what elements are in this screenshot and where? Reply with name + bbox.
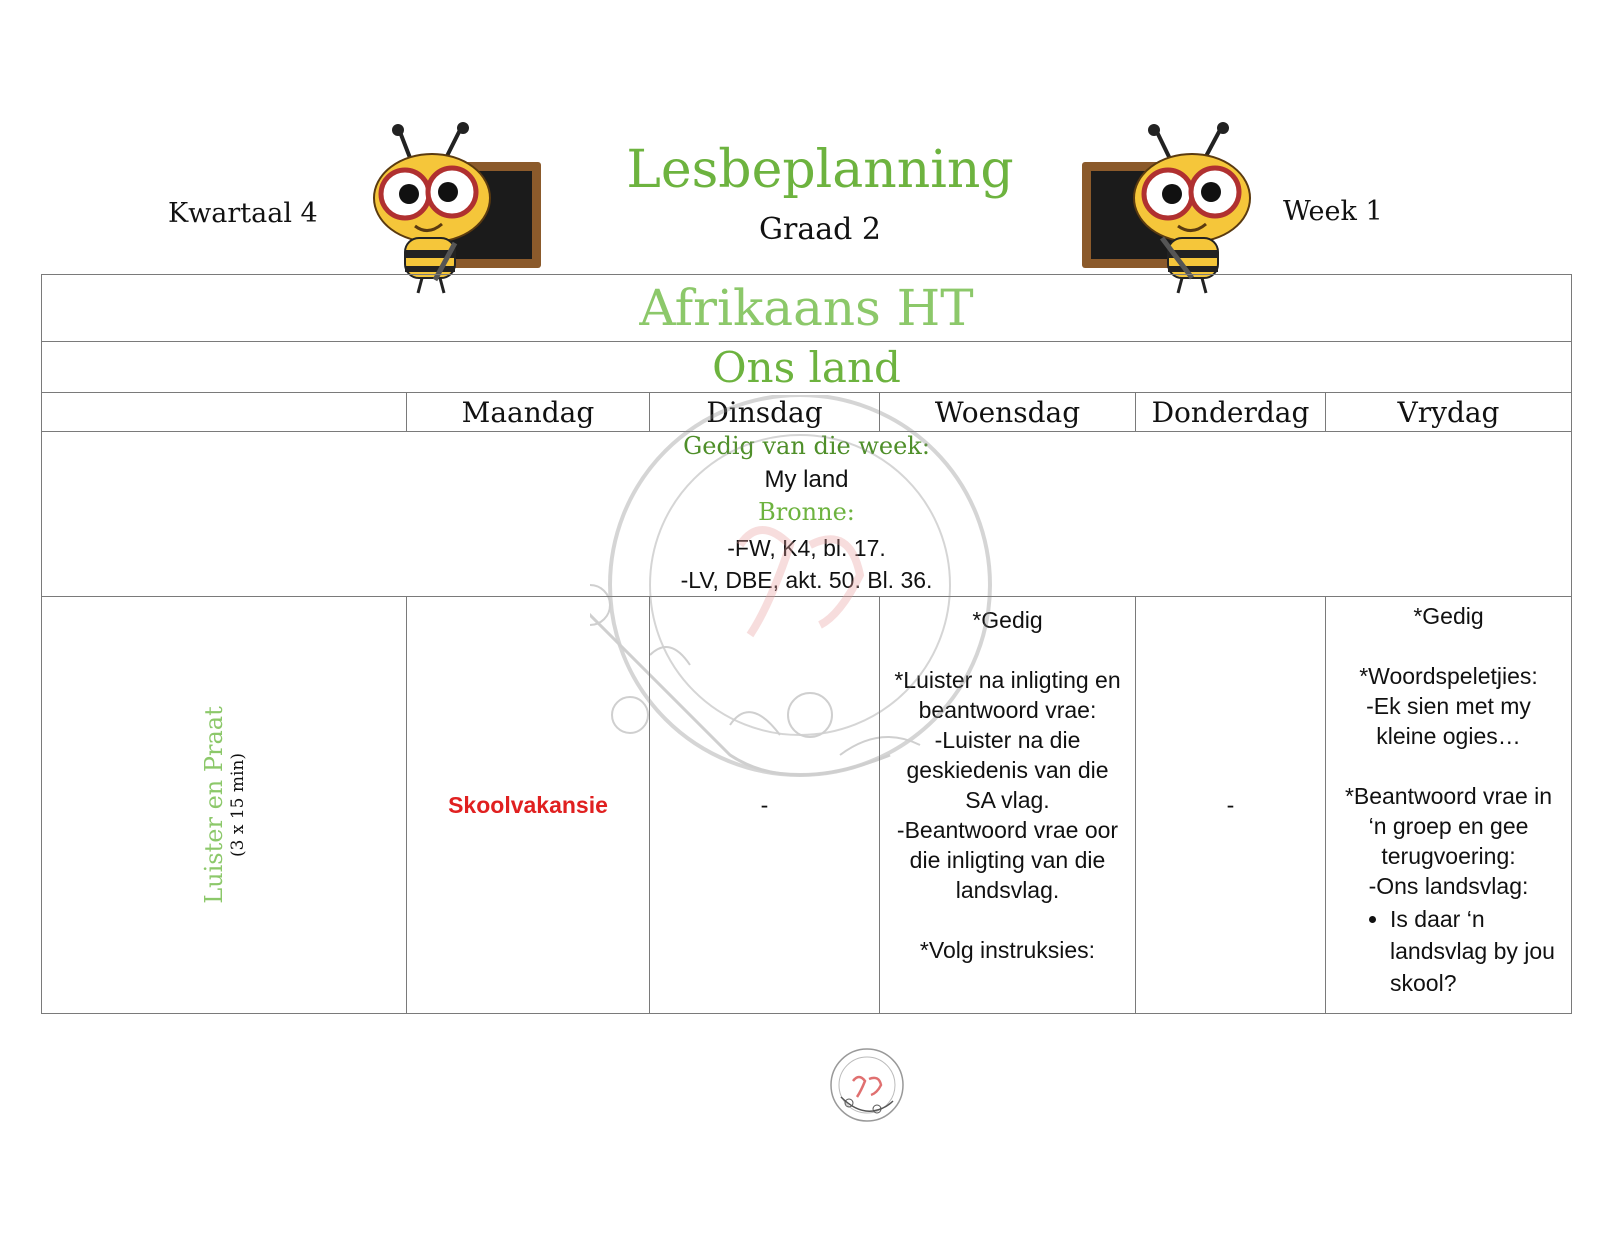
wed-line: *Gedig (972, 607, 1043, 633)
wed-line: -Luister na die geskiedenis van die SA vlag. (906, 727, 1109, 813)
poem-label: Gedig van die week: (683, 432, 930, 460)
friday-cell (1326, 597, 1572, 1014)
wed-line: -Beantwoord vrae oor die inligting van die landsvlag. (896, 817, 1119, 903)
footer-logo (827, 1045, 907, 1125)
resource-line: -LV, DBE, akt. 50. Bl. 36. (680, 567, 933, 593)
day-header-wednesday: Woensdag (880, 393, 1136, 432)
fri-line: -Ek sien met my kleine ogies… (1366, 693, 1531, 749)
day-header-tuesday: Dinsdag (650, 393, 880, 432)
tuesday-cell: - (650, 597, 880, 1014)
day-header-thursday: Donderdag (1136, 393, 1326, 432)
row-label-cell (42, 597, 407, 1014)
wed-line: *Volg instruksies: (919, 937, 1096, 963)
resources-label: Bronne: (758, 498, 855, 526)
fri-line: -Ons landsvlag: (1368, 873, 1529, 899)
wed-line (880, 905, 1135, 935)
day-header-friday: Vrydag (1326, 393, 1572, 432)
fri-line (1326, 751, 1571, 781)
monday-cell: Skoolvakansie (407, 597, 650, 1014)
row-duration: (3 x 15 min) (228, 752, 248, 858)
theme-heading: Ons land (42, 342, 1572, 393)
fri-line: *Gedig (1413, 603, 1484, 629)
friday-bullet: • Is daar ‘n landsvlag by jou skool? (1390, 903, 1571, 999)
day-header-monday: Maandag (407, 393, 650, 432)
subject-heading: Afrikaans HT (42, 275, 1572, 342)
page-header (0, 0, 1600, 280)
wed-line: *Luister na inligting en beantwoord vrae: (894, 667, 1121, 723)
poem-of-week-cell (42, 432, 1572, 597)
thursday-cell: - (1136, 597, 1326, 1014)
row-label: Luister en Praat (200, 706, 228, 904)
lesson-plan-table (41, 274, 1572, 1014)
page-title: Lesbeplanning (626, 140, 1014, 200)
corner-cell (42, 393, 407, 432)
friday-bullet-list (1326, 903, 1571, 999)
fri-line: *Woordspeletjies: (1359, 663, 1538, 689)
grade-label: Graad 2 (759, 212, 881, 247)
wednesday-cell (880, 597, 1136, 1014)
term-label: Kwartaal 4 (168, 198, 318, 229)
poem-title: My land (764, 466, 849, 493)
fri-line (1326, 631, 1571, 661)
fri-line: *Beantwoord vrae in ‘n groep en gee terugvoering: (1344, 783, 1553, 869)
wed-line (880, 635, 1135, 665)
resource-line: -FW, K4, bl. 17. (727, 535, 886, 561)
week-label: Week 1 (1283, 196, 1383, 227)
